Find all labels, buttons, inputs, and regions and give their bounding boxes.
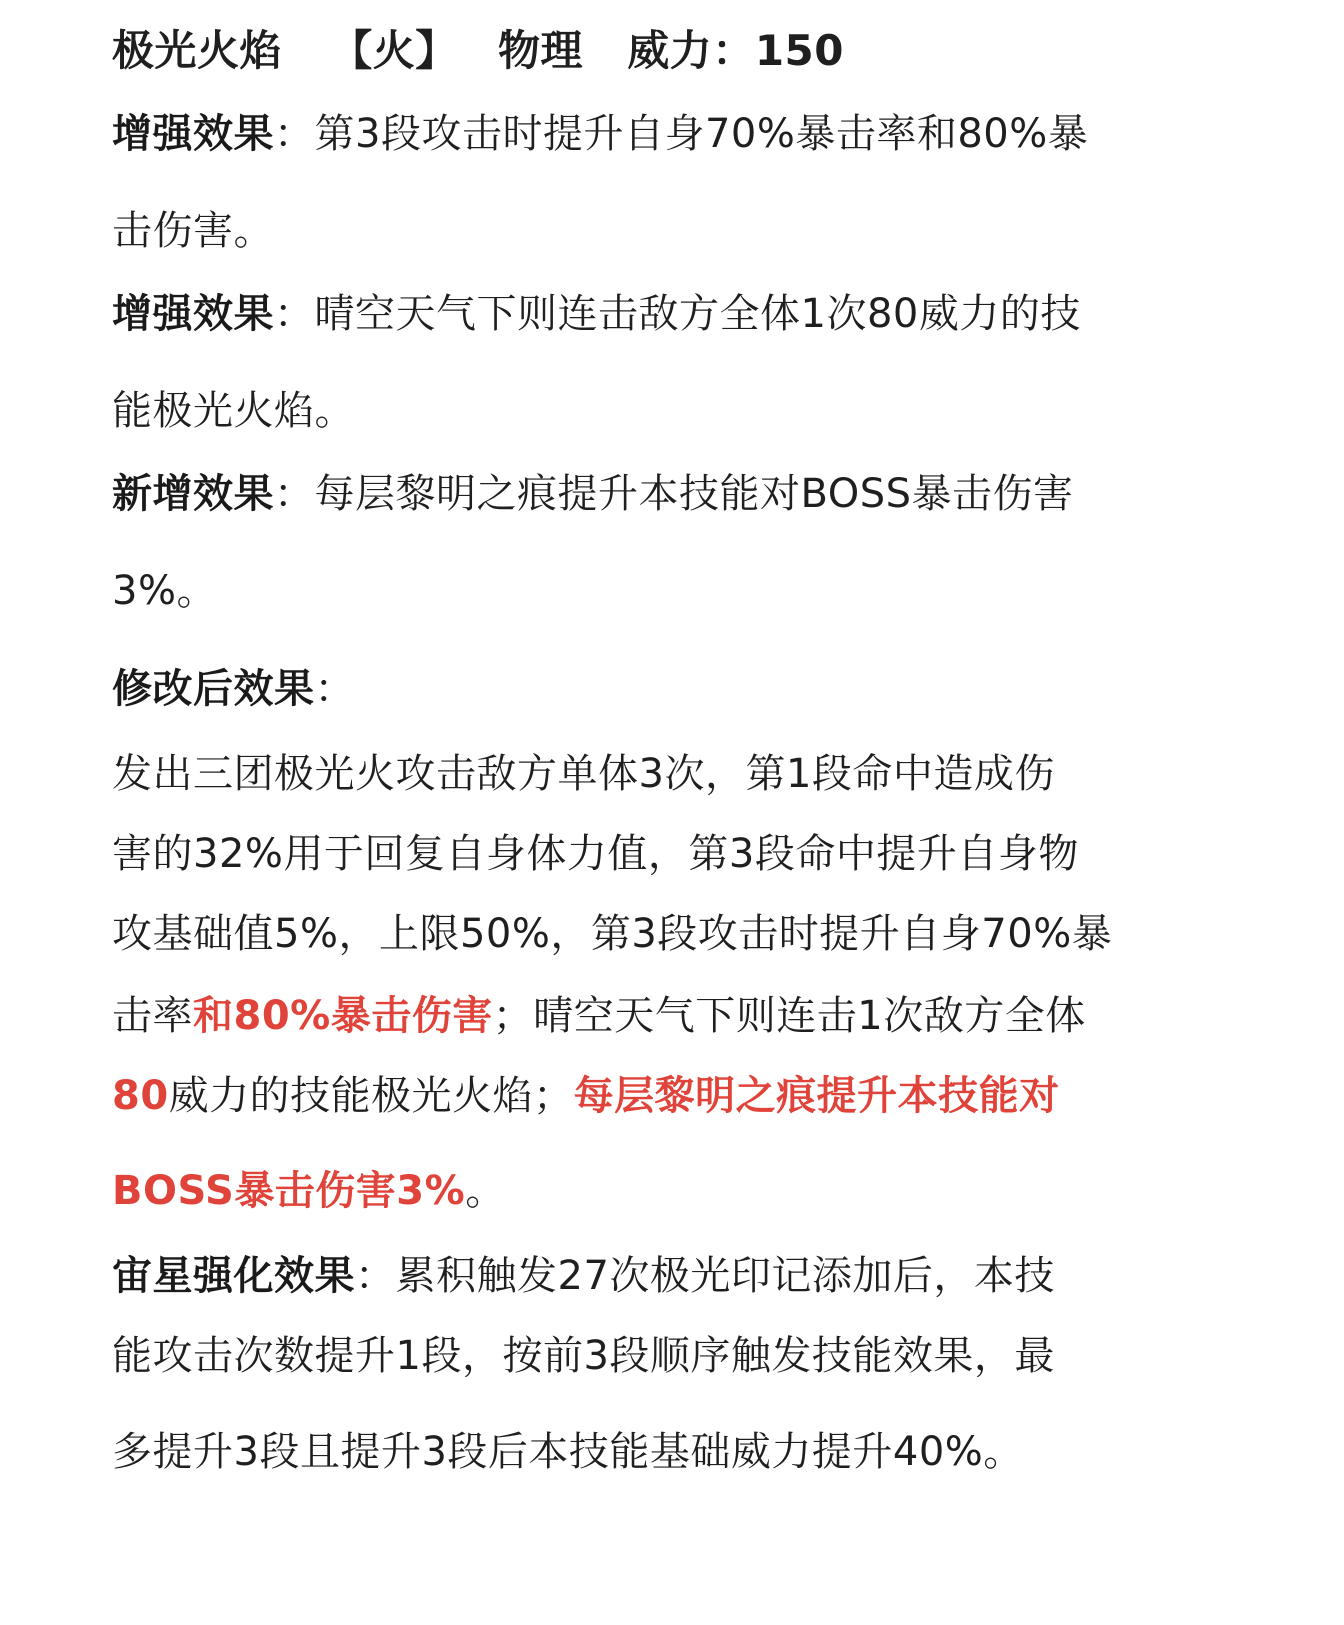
effect-3-line-2: 3%。 — [112, 568, 217, 614]
modified-line-3: 攻基础值5%，上限50%，第3段攻击时提升自身70%暴 — [112, 911, 1113, 957]
star-line-3: 多提升3段且提升3段后本技能基础威力提升40%。 — [112, 1429, 1024, 1475]
skill-element: 【火】 — [330, 26, 458, 75]
effect-3-sep: ： — [274, 471, 315, 517]
modified-highlight-dawn-mark: 每层黎明之痕提升本技能对 — [573, 1073, 1060, 1119]
modified-highlight-crit-damage: 和80%暴击伤害 — [193, 993, 493, 1039]
modified-line-5-b: 威力的技能极光火焰； — [168, 1073, 574, 1119]
effect-1-text-1: 第3段攻击时提升自身70%暴击率和80%暴 — [314, 111, 1089, 157]
star-line-2: 能攻击次数提升1段，按前3段顺序触发技能效果，最 — [112, 1333, 1055, 1379]
effect-2-sep: ： — [274, 291, 315, 337]
modified-line-6-b: 。 — [465, 1168, 506, 1214]
modified-sep: ： — [314, 666, 355, 712]
skill-power-label: 威力： — [627, 26, 755, 75]
modified-line-4 — [112, 992, 1086, 1040]
skill-header — [112, 27, 844, 75]
modified-line-5 — [112, 1072, 1060, 1120]
star-text-1: 累积触发27次极光印记添加后，本技 — [395, 1253, 1055, 1299]
effect-1-line-2: 击伤害。 — [112, 208, 274, 254]
effect-3-line-1 — [112, 470, 1074, 518]
effect-1-line-1 — [112, 110, 1088, 158]
skill-name: 极光火焰 — [112, 26, 283, 75]
modified-label: 修改后效果 — [112, 666, 315, 712]
modified-line-1: 发出三团极光火攻击敌方单体3次，第1段命中造成伤 — [112, 751, 1055, 797]
modified-highlight-boss: BOSS暴击伤害3% — [112, 1168, 466, 1214]
skill-category: 物理 — [498, 26, 584, 75]
effect-2-line-2: 能极光火焰。 — [112, 388, 355, 434]
effect-3-label: 新增效果 — [112, 471, 274, 517]
star-line-1 — [112, 1252, 1055, 1300]
effect-1-label: 增强效果 — [112, 111, 274, 157]
star-sep: ： — [355, 1253, 396, 1299]
skill-power-value: 150 — [754, 26, 844, 75]
modified-heading — [112, 665, 355, 713]
effect-3-text-1: 每层黎明之痕提升本技能对BOSS暴击伤害 — [314, 471, 1074, 517]
modified-line-4-a: 击率 — [112, 993, 193, 1039]
effect-2-label: 增强效果 — [112, 291, 274, 337]
effect-2-text-1: 晴空天气下则连击敌方全体1次80威力的技 — [314, 291, 1081, 337]
modified-highlight-80: 80 — [112, 1073, 169, 1119]
effect-2-line-1 — [112, 290, 1081, 338]
modified-line-4-c: ；晴空天气下则连击1次敌方全体 — [492, 993, 1086, 1039]
modified-line-2: 害的32%用于回复自身体力值，第3段命中提升自身物 — [112, 831, 1079, 877]
modified-line-6 — [112, 1167, 506, 1215]
star-label: 宙星强化效果 — [112, 1253, 355, 1299]
effect-1-sep: ： — [274, 111, 315, 157]
